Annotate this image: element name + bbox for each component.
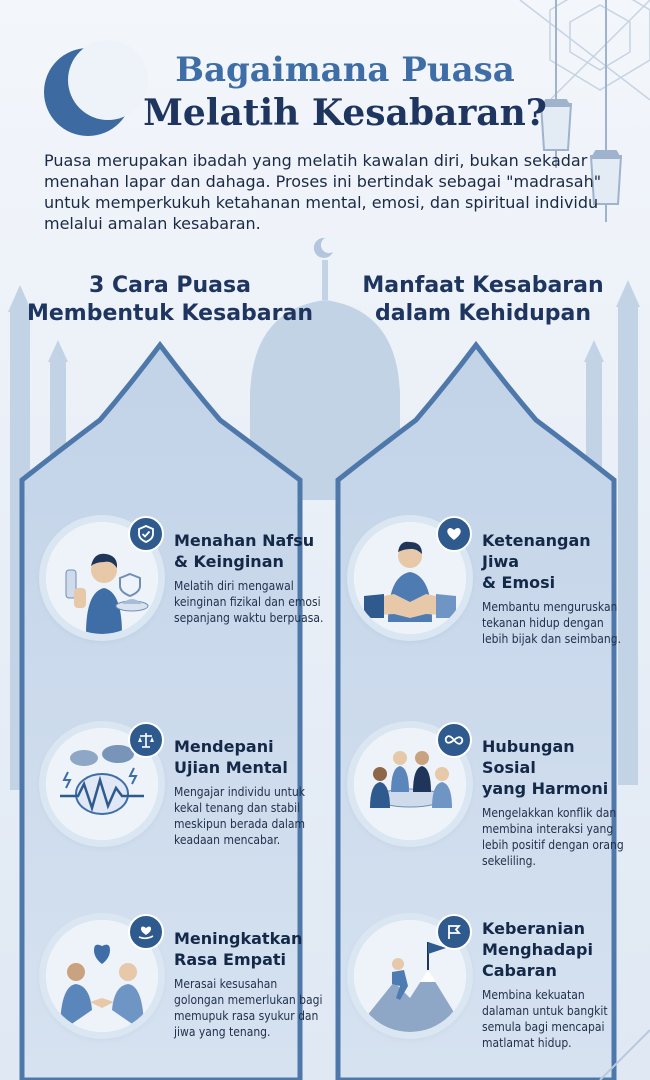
item-title [174, 736, 324, 778]
page-title-line2: Melatih Kesabaran? [143, 92, 547, 134]
right-column-heading [333, 272, 633, 328]
item-title-line2: Rasa Empati [174, 950, 286, 969]
balance-scale-icon [128, 722, 164, 758]
item-title-line1: Mendepani [174, 737, 274, 756]
item-description: Membantu menguruskan tekanan hidup dengan lebih bijak dan seimbang. [482, 600, 622, 646]
item-description: Membina kekuatan dalaman untuk bangkit semula bagi mencapai matlamat hidup. [482, 988, 608, 1050]
item-title [174, 928, 324, 970]
item-title-line1: Ketenangan Jiwa [482, 531, 591, 571]
list-item-ketenangan-jiwa [354, 522, 650, 672]
item-title-line2: & Keinginan [174, 552, 284, 571]
heart-hand-icon [128, 914, 164, 950]
left-column-heading [20, 272, 320, 328]
item-title [482, 918, 632, 981]
item-title-line1: Meningkatkan [174, 929, 303, 948]
item-title [174, 530, 324, 572]
item-title-line2: Ujian Mental [174, 758, 288, 777]
page-title-line1: Bagaimana Puasa [175, 50, 515, 90]
item-description: Mengelakkan konflik dan membina interaksi yang lebih positif dengan orang sekeliling. [482, 806, 624, 868]
item-title-line2: yang Harmoni [482, 779, 609, 798]
item-title-line1: Keberanian [482, 919, 586, 938]
list-item-ujian-mental [46, 728, 346, 878]
item-description: Mengajar individu untuk kekal tenang dan stabil meskipun berada dalam keadaan mencabar. [174, 785, 306, 847]
item-title-line2: & Emosi [482, 573, 556, 592]
infinity-icon [436, 722, 472, 758]
right-heading-line1: Manfaat Kesabaran [362, 273, 604, 298]
left-heading-line2: Membentuk Kesabaran [26, 301, 313, 326]
item-title-line3: Cabaran [482, 961, 557, 980]
item-title-line1: Menahan Nafsu [174, 531, 315, 550]
intro-paragraph: Puasa merupakan ibadah yang melatih kawalan diri, bukan sekadar menahan lapar dan dahaga. Proses ini bertindak sebagai "madrasah" untuk memperkukuh ketahanan mental, emosi, dan spiritual individu melalui amalan kesabaran. [44, 151, 602, 233]
list-item-keberanian [354, 910, 650, 1060]
left-heading-line1: 3 Cara Puasa [89, 273, 251, 298]
shield-check-icon [128, 516, 164, 552]
list-item-hubungan-sosial [354, 728, 650, 878]
right-heading-line2: dalam Kehidupan [374, 301, 591, 326]
item-description: Merasai kesusahan golongan memerlukan bagi memupuk rasa syukur dan jiwa yang tenang. [174, 977, 323, 1039]
item-description: Melatih diri mengawal keinginan fizikal dan emosi sepanjang waktu berpuasa. [174, 579, 324, 625]
heart-icon [436, 516, 472, 552]
list-item-menahan-nafsu [46, 522, 346, 672]
item-title-line2: Menghadapi [482, 940, 593, 959]
item-title [482, 530, 632, 593]
list-item-rasa-empati [46, 920, 346, 1070]
item-title-line1: Hubungan Sosial [482, 737, 575, 777]
item-title [482, 736, 632, 799]
flag-arrow-icon [436, 914, 472, 950]
